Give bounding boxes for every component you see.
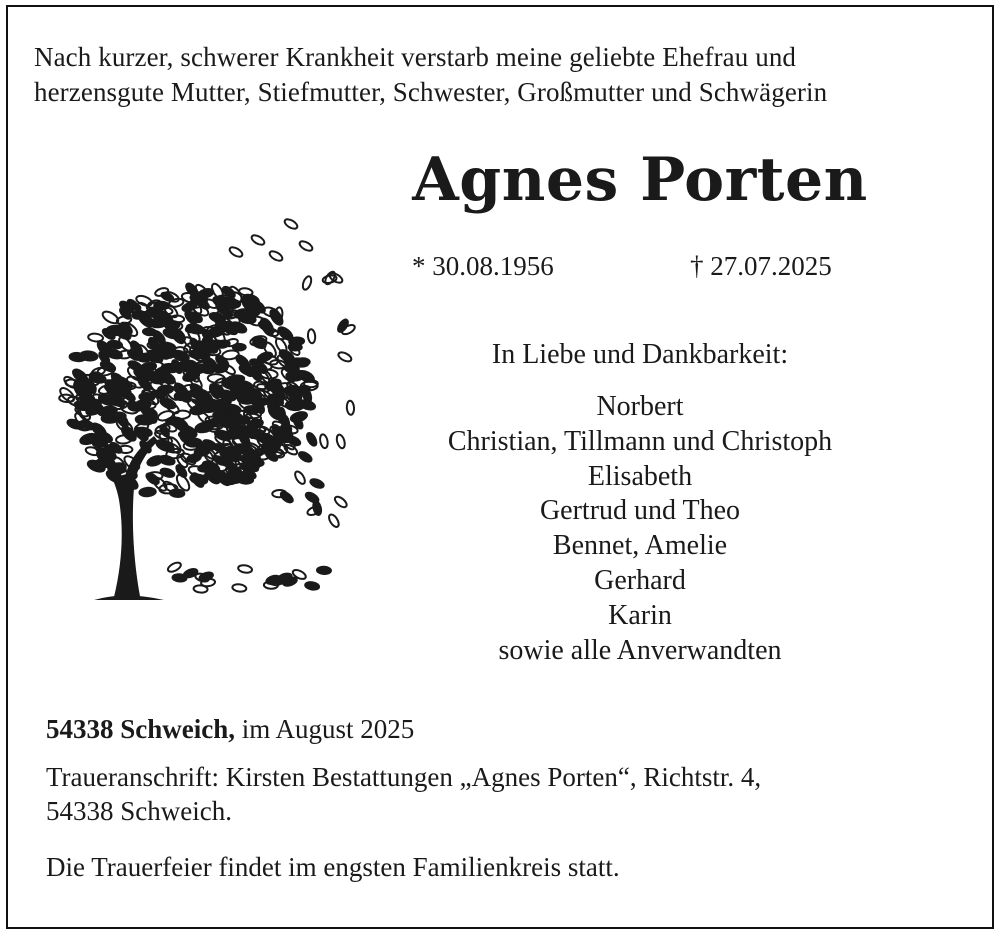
tree-ground xyxy=(94,596,164,601)
leaf-shape xyxy=(301,275,313,291)
leaf-shape xyxy=(149,317,167,328)
leaf-shape xyxy=(317,566,331,574)
leaf-shape xyxy=(111,466,126,474)
leaf-shape xyxy=(346,401,354,415)
footer xyxy=(46,712,966,884)
mourner-name: Elisabeth xyxy=(587,460,693,492)
place-name: 54338 Schweich, xyxy=(46,714,235,744)
ceremony-note: Die Trauerfeier findet im engsten Familienkreis statt. xyxy=(46,852,620,882)
leaf-shape xyxy=(312,500,322,515)
birth-date xyxy=(412,250,554,282)
leaf-shape xyxy=(268,249,284,262)
leaf-shape xyxy=(167,561,183,574)
leaf-shape xyxy=(95,458,112,468)
birth-symbol: * xyxy=(412,251,426,281)
leaf-shape xyxy=(305,581,320,590)
leaf-shape xyxy=(139,487,156,497)
leaf-shape xyxy=(232,583,247,592)
intro-text xyxy=(34,40,974,110)
windblown-tree-icon xyxy=(36,212,366,602)
mourner-name: Norbert xyxy=(596,391,684,422)
leaf-shape xyxy=(158,454,175,466)
date-text: im August 2025 xyxy=(241,714,415,744)
leaf-shape xyxy=(189,349,205,359)
leaf-shape xyxy=(170,489,185,497)
mourner-name: Gerhard xyxy=(594,564,686,596)
leaf-shape xyxy=(319,434,329,449)
leaf-shape xyxy=(250,233,266,246)
leaf-shape xyxy=(335,434,346,449)
leaf-shape xyxy=(99,359,116,373)
leaf-shape xyxy=(307,329,315,344)
leaf-shape xyxy=(90,372,103,380)
mourners-block xyxy=(380,338,900,668)
leaf-shape xyxy=(80,351,98,362)
leaf-shape xyxy=(174,410,191,419)
mourner-name: Karin xyxy=(608,599,672,631)
leaf-shape xyxy=(305,431,318,447)
intro-line: herzensgute Mutter, Stiefmutter, Schwester, Großmutter und Schwägerin xyxy=(34,77,828,107)
leaf-shape xyxy=(337,351,353,364)
leaf-shape xyxy=(88,333,104,342)
leaf-shape xyxy=(297,450,313,463)
address-line: Traueranschrift: Kirsten Bestattungen „Agnes Porten“, Richtstr. 4, xyxy=(46,762,762,792)
death-date-value: 27.07.2025 xyxy=(710,251,832,281)
mourners-list xyxy=(380,390,900,668)
intro-line: Nach kurzer, schwerer Krankheit verstarb meine geliebte Ehefrau und xyxy=(34,42,797,72)
death-date xyxy=(690,250,832,282)
address-line: 54338 Schweich. xyxy=(46,796,232,826)
deceased-name: Agnes Porten xyxy=(412,145,868,215)
death-symbol: † xyxy=(690,251,704,281)
mourning-address xyxy=(46,760,966,828)
mourners-heading: In Liebe und Dankbarkeit: xyxy=(491,339,789,370)
leaf-shape xyxy=(293,358,309,367)
place-date xyxy=(46,712,966,746)
mourner-name: Bennet, Amelie xyxy=(552,530,728,562)
mourner-name: sowie alle Anverwandten xyxy=(498,634,782,666)
leaf-shape xyxy=(327,513,341,529)
mourner-name: Christian, Tillmann und Christoph xyxy=(447,425,833,457)
leaf-shape xyxy=(283,217,299,230)
leaf-shape xyxy=(135,415,154,426)
leaf-shape xyxy=(309,478,325,490)
mourner-name: Gertrud und Theo xyxy=(539,495,741,527)
birth-date-value: 30.08.1956 xyxy=(432,251,554,281)
leaf-shape xyxy=(293,470,307,486)
leaf-shape xyxy=(71,367,90,385)
leaf-shape xyxy=(279,490,294,504)
leaf-shape xyxy=(333,495,348,509)
leaf-shape xyxy=(298,239,314,252)
leaf-shape xyxy=(238,564,253,573)
leaf-cluster xyxy=(58,217,356,593)
leaf-shape xyxy=(228,245,244,258)
